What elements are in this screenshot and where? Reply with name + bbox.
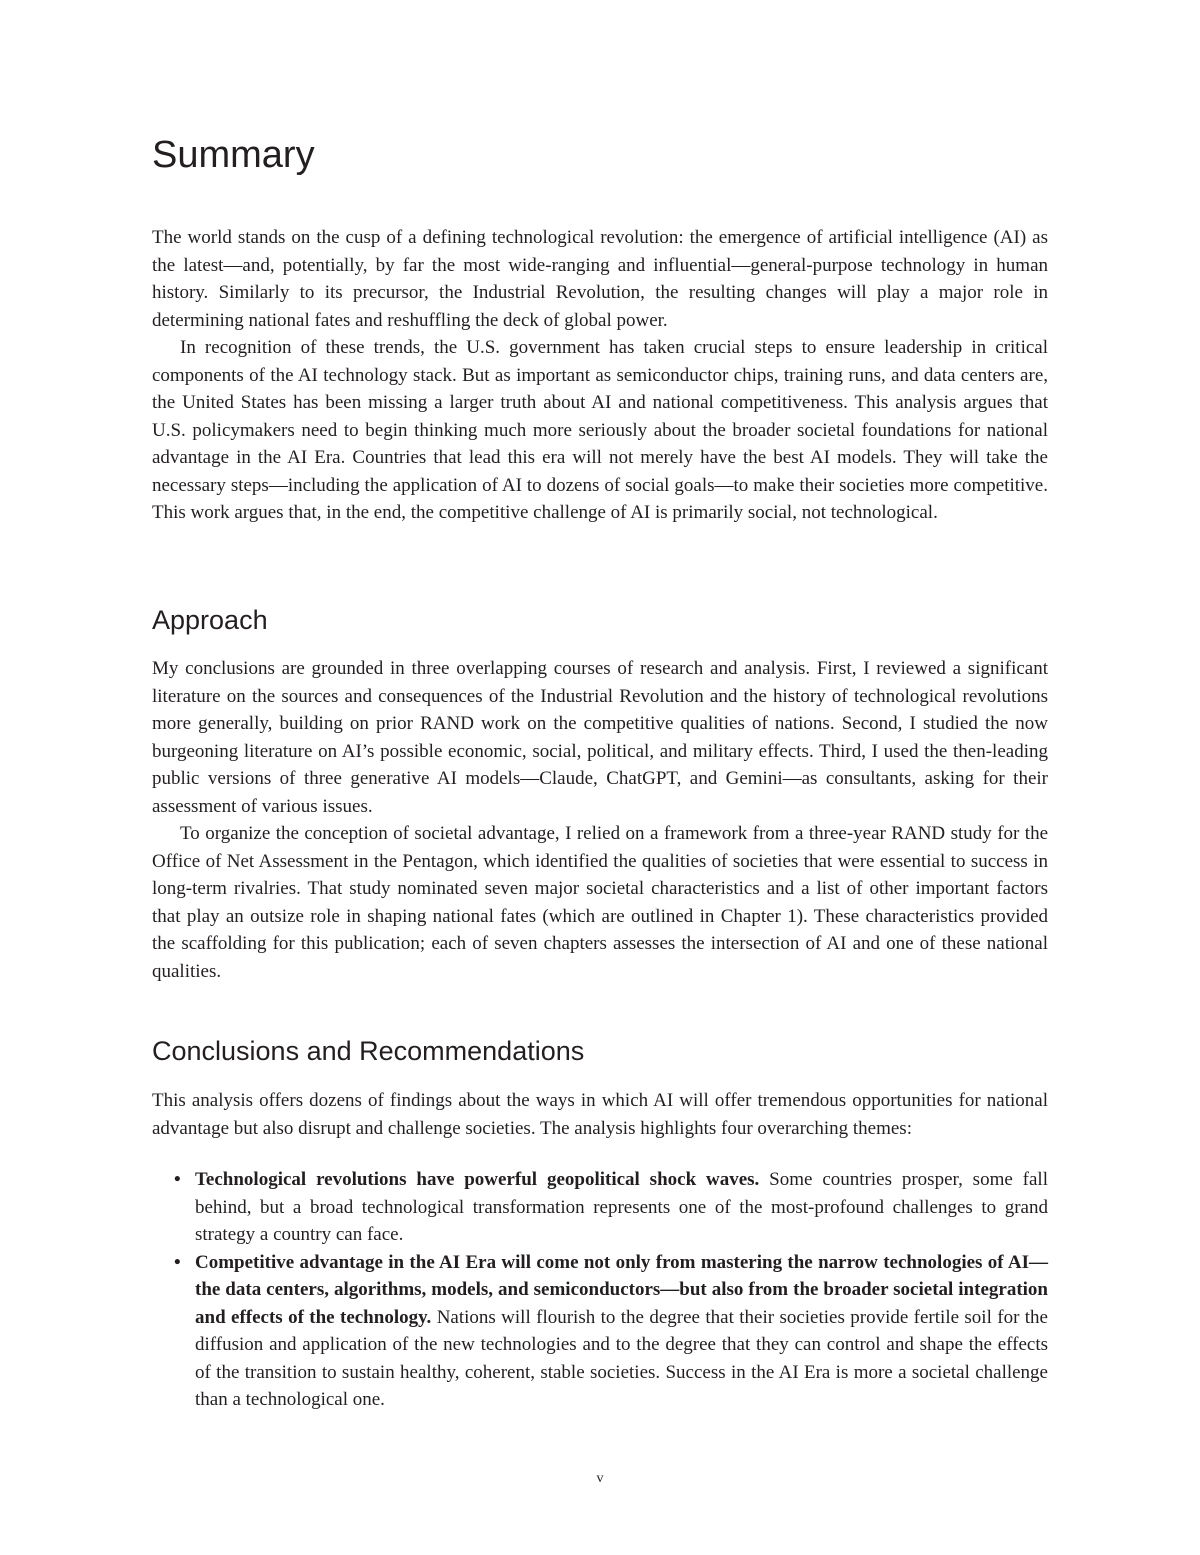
conclusions-heading: Conclusions and Recommendations xyxy=(152,1036,585,1066)
intro-paragraph-2: In recognition of these trends, the U.S. government has taken crucial steps to ensure leadership in critical components of the AI technology stack. But as important as semiconductor chips, training runs, and data centers are, the United States has been missing a larger truth about AI and national competitiveness. This analysis argues that U.S. policymakers need to begin thinking much more seriously about the broader societal foundations for national advantage in the AI Era. Countries that lead this era will not merely have the best AI models. They will take the necessary steps—including the application of AI to dozens of social goals—to make their societies more competitive. This work argues that, in the end, the competitive challenge of AI is primarily social, not technological. xyxy=(152,337,1048,523)
approach-heading: Approach xyxy=(152,605,268,635)
intro-section xyxy=(152,224,1048,527)
list-item xyxy=(152,1166,1048,1249)
page-title: Summary xyxy=(152,134,315,176)
approach-paragraph-1: My conclusions are grounded in three overlapping courses of research and analysis. First, I reviewed a significant literature on the sources and consequences of the Industrial Revolution and the history of technological revolutions more generally, building on prior RAND work on the competitive qualities of nations. Second, I studied the now burgeoning literature on AI’s possible economic, social, political, and military effects. Third, I used the then-leading public versions of three generative AI models—Claude, ChatGPT, and Gemini—as consultants, asking for their assessment of various issues. xyxy=(152,658,1048,817)
conclusions-section xyxy=(152,1087,1048,1414)
conclusions-intro: This analysis offers dozens of findings about the ways in which AI will offer tremendous opportunities for national advantage but also disrupt and challenge societies. The analysis highlights four overarching themes: xyxy=(152,1090,1048,1139)
intro-paragraph-1: The world stands on the cusp of a defining technological revolution: the emergence of artificial intelligence (AI) as the latest—and, potentially, by far the most wide-ranging and influential—general-purpose technology in human history. Similarly to its precursor, the Industrial Revolution, the resulting changes will play a major role in determining national fates and reshuffling the deck of global power. xyxy=(152,227,1048,331)
bullet-lead-text: Competitive advantage in the AI Era will come not only from mastering the narrow technologies of AI—the data centers, algorithms, models, and semiconductors—but also from the broader societal integration and effects of the technology. xyxy=(195,1251,1048,1328)
list-item xyxy=(152,1249,1048,1414)
bullet-body-text: Nations will flourish to the degree that their societies provide fertile soil for the diffusion and application of the new technologies and to the degree that they can control and shape the effects of the transition to sustain healthy, coherent, stable societies. Success in the AI Era is more a societal challenge than a technological one. xyxy=(195,1306,1048,1410)
themes-list xyxy=(152,1166,1048,1414)
bullet-body-text: Some countries prosper, some fall behind, but a broad technological transformation represents one of the most-profound challenges to grand strategy a country can face. xyxy=(195,1169,1048,1245)
approach-paragraph-2: To organize the conception of societal advantage, I relied on a framework from a three-year RAND study for the Office of Net Assessment in the Pentagon, which identified the qualities of societies that were essential to success in long-term rivalries. That study nominated seven major societal characteristics and a list of other important factors that play an outsize role in shaping national fates (which are outlined in Chapter 1). These characteristics provided the scaffolding for this publication; each of seven chapters assesses the intersection of AI and one of these national qualities. xyxy=(152,823,1048,982)
bullet-lead-text: Technological revolutions have powerful geopolitical shock waves. xyxy=(195,1169,760,1190)
page-number: v xyxy=(596,1471,604,1486)
approach-section xyxy=(152,655,1048,985)
bullet-icon: • xyxy=(174,1169,181,1190)
bullet-icon: • xyxy=(174,1251,181,1273)
